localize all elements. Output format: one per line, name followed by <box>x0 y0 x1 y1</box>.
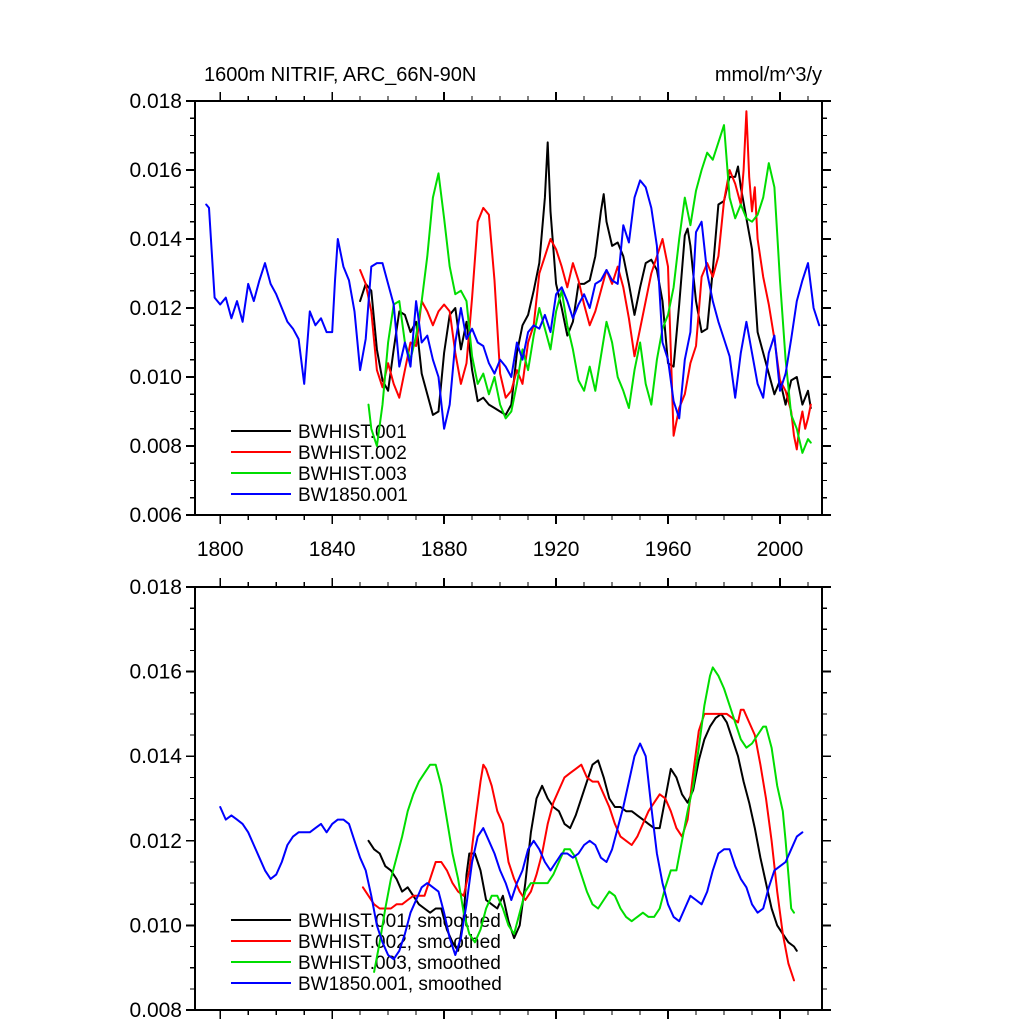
legend-item-label: BWHIST.002, smoothed <box>298 932 501 953</box>
bottom-chart <box>129 576 831 1022</box>
y-tick-label: 0.016 <box>129 159 182 182</box>
y-tick-label: 0.008 <box>129 435 182 458</box>
x-tick-label: 1880 <box>420 538 468 561</box>
y-tick-label: 0.018 <box>129 90 182 113</box>
top-chart-legend <box>231 422 408 506</box>
y-tick-label: 0.010 <box>129 914 182 938</box>
x-tick-label: 1840 <box>308 538 356 561</box>
top-chart <box>129 64 831 561</box>
legend-item-label: BWHIST.002 <box>298 443 407 464</box>
y-tick-label: 0.018 <box>129 576 182 599</box>
plot-frame <box>195 587 822 1010</box>
x-tick-label: 1800 <box>196 538 244 561</box>
legend-item-label: BWHIST.001 <box>298 422 407 443</box>
legend-item-label: BW1850.001 <box>298 485 408 506</box>
y-tick-label: 0.008 <box>129 999 182 1022</box>
x-tick-label: 1960 <box>644 538 692 561</box>
legend-item-label: BWHIST.003 <box>298 464 407 485</box>
top-chart-series <box>206 111 819 453</box>
y-tick-label: 0.010 <box>129 366 182 389</box>
legend-item-label: BW1850.001, smoothed <box>298 974 502 995</box>
y-tick-label: 0.012 <box>129 297 182 320</box>
page-title: 1600m NITRIF, ARC_66N-90N <box>204 64 477 86</box>
y-tick-label: 0.006 <box>129 504 182 527</box>
y-tick-label: 0.016 <box>129 660 182 684</box>
x-tick-label: 1920 <box>532 538 580 561</box>
y-tick-label: 0.014 <box>129 745 182 769</box>
legend-item-label: BWHIST.001, smoothed <box>298 911 501 932</box>
legend-item-label: BWHIST.003, smoothed <box>298 953 501 974</box>
y-tick-label: 0.012 <box>129 829 182 853</box>
series-line-bwhist-003 <box>369 125 811 453</box>
y-tick-label: 0.014 <box>129 228 182 251</box>
x-tick-label: 2000 <box>756 538 804 561</box>
bottom-chart-legend <box>231 911 502 995</box>
units-label: mmol/m^3/y <box>714 64 822 86</box>
